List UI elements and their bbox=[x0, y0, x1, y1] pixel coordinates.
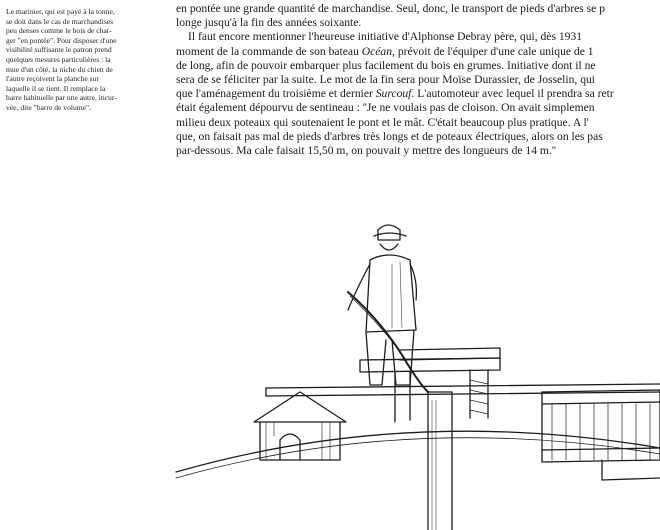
rudder-post bbox=[428, 392, 452, 530]
body-line: que, on faisait pas mal de pieds d'arbres très longs et de poteaux électriques, alors on les pas bbox=[176, 129, 603, 143]
body-line bbox=[176, 45, 660, 59]
body-line bbox=[176, 87, 660, 101]
body-line: était également dépourvu de sentineau : ''Je ne voulais pas de cloison. On avait simplemen bbox=[176, 101, 595, 115]
caption-line: barre habituelle par une autre, incur- bbox=[6, 93, 117, 103]
body-text-fragment: , prévoit de l'équiper d'une cale unique de 1 bbox=[392, 44, 594, 58]
caption-line: vée, dite "barre de volume". bbox=[6, 102, 92, 112]
body-text-fragment: . L'automoteur avec lequel il prendra sa retr bbox=[411, 87, 614, 101]
figure-caption bbox=[6, 7, 160, 113]
caption-line: se doit dans le cas de marchandises bbox=[6, 16, 114, 26]
body-line: milieu deux poteaux qui soutenaient le pont et le mât. C'était beaucoup plus pratique. A l' bbox=[176, 115, 589, 129]
deck-plank bbox=[266, 384, 660, 388]
caption-line: l'autre reçoivent la planche sur bbox=[6, 74, 99, 84]
caption-line: laquelle il se tient. Il remplace la bbox=[6, 83, 106, 93]
body-text bbox=[176, 2, 660, 158]
caption-line: ger "en pontée". Pour disposer d'une bbox=[6, 35, 117, 45]
caption-line: peu denses comme le bois de char- bbox=[6, 26, 112, 36]
caption-line: visibilité suffisante le patron prend bbox=[6, 45, 112, 55]
deck-arch bbox=[176, 431, 660, 472]
body-line: longe jusqu'à la fin des années soixante. bbox=[176, 16, 362, 30]
body-text-fragment: que l'aménagement du troisième et dernier bbox=[176, 87, 376, 101]
body-line: par-dessous. Ma cale faisait 15,50 m, on pouvait y mettre des longueurs de 14 m.'' bbox=[176, 144, 557, 158]
body-line: en pontée une grande quantité de marchandise. Seul, donc, le transport de pieds d'arbres se p bbox=[176, 2, 605, 15]
tiller bbox=[348, 292, 428, 392]
body-line: Il faut encore mentionner l'heureuse initiative d'Alphonse Debray père, qui, dès 1931 bbox=[188, 30, 583, 44]
boat-name-ocean: Océan bbox=[361, 44, 393, 58]
caption-line: Le marinier, qui est payé à la tonne, bbox=[6, 7, 115, 16]
platform bbox=[360, 358, 500, 372]
caption-line: mue d'un côté, la niche du chien de bbox=[6, 64, 113, 74]
barge-illustration bbox=[170, 160, 660, 530]
body-text-fragment: moment de la commande de son bateau bbox=[176, 44, 362, 58]
body-line: de long, afin de pouvoir embarquer plus facilement du bois en grumes. Initiative dont il ne bbox=[176, 58, 596, 72]
boat-name-surcouf: Surcouf bbox=[375, 87, 412, 101]
body-line: sera de se féliciter par la suite. Le mot de la fin sera pour Moïse Durassier, de Josselin, qui bbox=[176, 73, 596, 87]
caption-line: quelques mesures particulières : la bbox=[6, 54, 111, 64]
